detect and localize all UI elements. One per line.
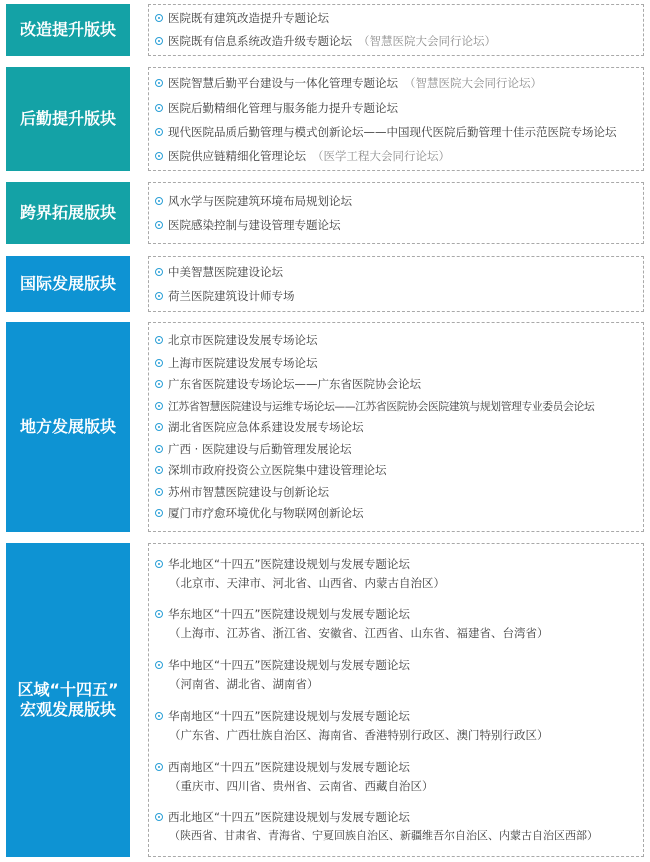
province-list: （上海市、江苏省、浙江省、安徽省、江西省、山东省、福建省、台湾省） (169, 626, 549, 640)
bullet-icon (155, 359, 163, 367)
bullet-icon (155, 423, 163, 431)
list-item[interactable]: 医院既有建筑改造提升专题论坛 (155, 10, 329, 26)
list-item[interactable]: 中美智慧医院建设论坛 (155, 264, 283, 280)
list-item[interactable]: 华中地区“十四五”医院建设规划与发展专题论坛 (155, 657, 410, 673)
bullet-icon (155, 560, 163, 568)
list-item[interactable]: 医院后勤精细化管理与服务能力提升专题论坛 (155, 100, 398, 116)
list-item[interactable]: 上海市医院建设发展专场论坛 (155, 355, 318, 371)
bullet-icon (155, 221, 163, 229)
list-item[interactable]: 现代医院品质后勤管理与模式创新论坛——中国现代医院后勤管理十佳示范医院专场论坛 (155, 124, 617, 140)
bullet-icon (155, 466, 163, 474)
list-item[interactable]: 江苏省智慧医院建设与运维专场论坛——江苏省医院协会医院建筑与规划管理专业委员会论坛 (155, 398, 594, 414)
bullet-icon (155, 712, 163, 720)
list-item[interactable]: 医院既有信息系统改造升级专题论坛 （智慧医院大会同行论坛） (155, 33, 496, 49)
topic-list (148, 4, 644, 56)
province-list: （陕西省、甘肃省、青海省、宁夏回族自治区、新疆维吾尔自治区、内蒙古自治区西部） (169, 829, 598, 842)
topic-list (148, 543, 644, 857)
list-item[interactable]: 西北地区“十四五”医院建设规划与发展专题论坛 (155, 809, 410, 825)
province-list: （重庆市、四川省、贵州省、云南省、西藏自治区） (169, 779, 434, 793)
bullet-icon (155, 152, 163, 160)
list-item[interactable]: 风水学与医院建筑环境布局规划论坛 (155, 193, 352, 209)
province-list: （广东省、广西壮族自治区、海南省、香港特别行政区、澳门特别行政区） (169, 728, 549, 742)
section-crossover (6, 182, 644, 244)
list-item[interactable]: 西南地区“十四五”医院建设规划与发展专题论坛 (155, 759, 410, 775)
section-label: 跨界拓展版块 (6, 182, 130, 244)
list-item[interactable]: 广西 · 医院建设与后勤管理发展论坛 (155, 441, 351, 457)
section-local (6, 322, 644, 532)
bullet-icon (155, 610, 163, 618)
bullet-icon (155, 445, 163, 453)
list-item[interactable]: 北京市医院建设发展专场论坛 (155, 332, 318, 348)
list-item[interactable]: 华东地区“十四五”医院建设规划与发展专题论坛 (155, 606, 410, 622)
bullet-icon (155, 661, 163, 669)
bullet-icon (155, 14, 163, 22)
section-label: 国际发展版块 (6, 256, 130, 312)
section-label: 后勤提升版块 (6, 67, 130, 171)
list-item[interactable]: 华北地区“十四五”医院建设规划与发展专题论坛 (155, 556, 410, 572)
topic-list (148, 67, 644, 171)
bullet-icon (155, 128, 163, 136)
list-item[interactable]: 华南地区“十四五”医院建设规划与发展专题论坛 (155, 708, 410, 724)
list-item[interactable]: 深圳市政府投资公立医院集中建设管理论坛 (155, 462, 387, 478)
section-label: 地方发展版块 (6, 322, 130, 532)
section-logistics (6, 67, 644, 171)
bullet-icon (155, 488, 163, 496)
section-label: 区域“十四五” 宏观发展版块 (6, 543, 130, 857)
bullet-icon (155, 402, 163, 410)
list-item[interactable]: 医院供应链精细化管理论坛 （医学工程大会同行论坛） (155, 148, 450, 164)
topic-list (148, 256, 644, 312)
list-item[interactable]: 医院感染控制与建设管理专题论坛 (155, 217, 341, 233)
province-list: （北京市、天津市、河北省、山西省、内蒙古自治区） (169, 576, 445, 590)
topic-list (148, 182, 644, 244)
section-regional (6, 543, 644, 857)
bullet-icon (155, 380, 163, 388)
bullet-icon (155, 813, 163, 821)
section-label: 改造提升版块 (6, 4, 130, 56)
list-item[interactable]: 湖北省医院应急体系建设发展专场论坛 (155, 419, 364, 435)
province-list: （河南省、湖北省、湖南省） (169, 677, 319, 691)
topic-list (148, 322, 644, 532)
bullet-icon (155, 37, 163, 45)
bullet-icon (155, 509, 163, 517)
list-item[interactable]: 苏州市智慧医院建设与创新论坛 (155, 484, 329, 500)
list-item[interactable]: 广东省医院建设专场论坛——广东省医院协会论坛 (155, 376, 421, 392)
section-international (6, 256, 644, 312)
bullet-icon (155, 79, 163, 87)
bullet-icon (155, 336, 163, 344)
list-item[interactable]: 荷兰医院建筑设计师专场 (155, 288, 295, 304)
section-renovation (6, 4, 644, 56)
bullet-icon (155, 197, 163, 205)
list-item[interactable]: 医院智慧后勤平台建设与一体化管理专题论坛 （智慧医院大会同行论坛） (155, 75, 542, 91)
bullet-icon (155, 104, 163, 112)
list-item[interactable]: 厦门市疗愈环境优化与物联网创新论坛 (155, 505, 364, 521)
bullet-icon (155, 292, 163, 300)
bullet-icon (155, 763, 163, 771)
bullet-icon (155, 268, 163, 276)
